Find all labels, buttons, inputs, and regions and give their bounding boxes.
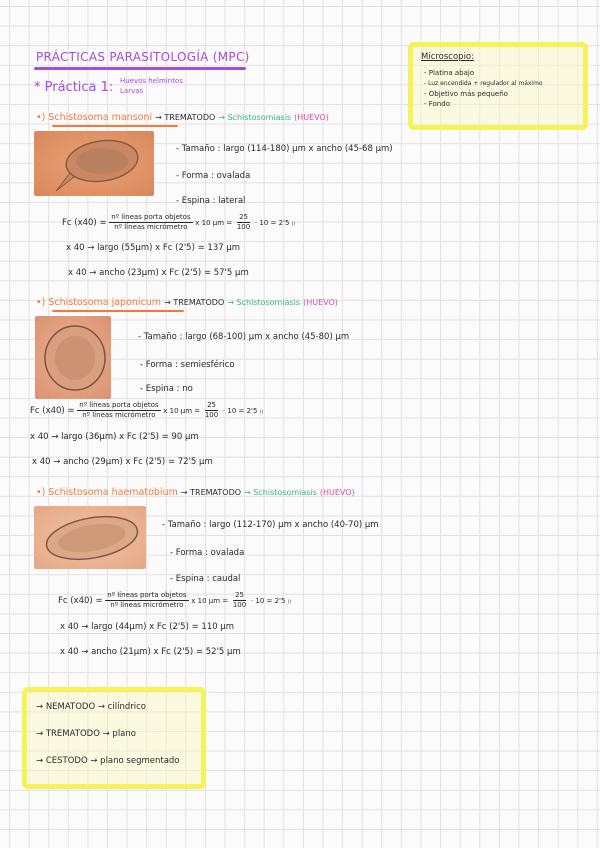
tag-label: (HUEVO): [303, 298, 338, 307]
shape-text: - Forma : semiesférico: [140, 360, 235, 370]
fc-value-fraction: [235, 213, 252, 232]
fc-value-denominator: 100: [236, 223, 251, 231]
title-underline: [34, 67, 246, 70]
fc-value-numerator: 25: [239, 213, 248, 221]
fc-value-denominator: 100: [204, 411, 219, 419]
size-text: - Tamaño : largo (68-100) μm x ancho (45-80) μm: [138, 332, 350, 342]
microscope-item: - Platina abajo: [424, 69, 475, 77]
practica-heading: * Práctica 1:: [34, 80, 114, 95]
microscope-item: - Fondo: [424, 100, 450, 108]
spine-text: - Espina : lateral: [176, 196, 246, 206]
fc-numerator: nº líneas porta objetos: [79, 401, 159, 409]
fc-multiplier: x 10 μm =: [195, 219, 233, 227]
bullet: •): [36, 297, 46, 308]
fc-numerator: nº líneas porta objetos: [107, 591, 187, 599]
fc-formula: [58, 591, 291, 610]
species-heading: [36, 487, 355, 498]
microscope-item: - Luz encendida + regulador al máximo: [424, 80, 543, 87]
disease-label: → Schistosomiasis: [244, 488, 317, 497]
fc-label: Fc (x40) =: [58, 596, 103, 606]
fc-multiplier: x 10 μm =: [191, 597, 229, 605]
practica-item-huevos: Huevos helmintos: [120, 77, 183, 85]
size-text: - Tamaño : largo (114-180) μm x ancho (45-68 μm): [176, 144, 393, 154]
fc-value-fraction: [203, 401, 220, 420]
spine-text: - Espina : no: [140, 384, 193, 394]
fc-fraction: [77, 401, 160, 420]
spine-text: - Espina : caudal: [170, 574, 241, 584]
group-label: → TREMATODO: [164, 298, 225, 307]
fc-fraction: [105, 591, 188, 610]
fc-value-fraction: [231, 591, 248, 610]
calc-largo: x 40 → largo (55μm) x Fc (2'5) = 137 μm: [66, 243, 241, 253]
fc-value-numerator: 25: [235, 591, 244, 599]
practica-label: [34, 80, 113, 95]
note-nematodo: → NEMATODO → cilíndrico: [36, 702, 146, 712]
group-label: → TREMATODO: [180, 488, 242, 497]
species-name: Schistosoma mansoni: [48, 112, 153, 123]
disease-label: → Schistosomiasis: [218, 113, 292, 122]
size-text: - Tamaño : largo (112-170) μm x ancho (40-70) μm: [162, 520, 379, 530]
species-name: Schistosoma japonicum: [48, 297, 162, 308]
page-title: PRÁCTICAS PARASITOLOGÍA (MPC): [36, 50, 250, 64]
microscope-title: Microscopio:: [421, 52, 475, 62]
calc-largo: x 40 → largo (44μm) x Fc (2'5) = 110 μm: [60, 622, 235, 632]
fc-fraction: [109, 213, 192, 232]
egg-image-haematobium: [34, 506, 146, 569]
bullet: •): [36, 112, 46, 123]
name-underline: [52, 125, 178, 127]
fc-label: Fc (x40) =: [62, 218, 107, 228]
group-label: → TREMATODO: [155, 113, 216, 122]
microscope-item: - Objetivo más pequeño: [424, 90, 508, 98]
note-cestodo: → CESTODO → plano segmentado: [36, 756, 180, 766]
fc-numerator: nº líneas porta objetos: [111, 213, 191, 221]
tag-label: (HUEVO): [294, 113, 329, 122]
fc-result: · 10 = 2'5 ₍₎: [254, 219, 296, 227]
fc-label: Fc (x40) =: [30, 406, 75, 416]
shape-text: - Forma : ovalada: [176, 171, 251, 181]
calc-ancho: x 40 → ancho (21μm) x Fc (2'5) = 52'5 μm: [60, 647, 241, 657]
practica-item-larvas: Larvas: [120, 87, 144, 95]
fc-denominator: nº líneas micrómetro: [82, 411, 156, 419]
fc-formula: [62, 213, 295, 232]
tag-label: (HUEVO): [319, 488, 355, 497]
shape-text: - Forma : ovalada: [170, 548, 245, 558]
species-name: Schistosoma haematobium: [48, 487, 178, 498]
egg-image-mansoni: [34, 131, 154, 196]
fc-value-denominator: 100: [232, 601, 247, 609]
fc-denominator: nº líneas micrómetro: [114, 223, 188, 231]
name-underline: [52, 310, 184, 312]
fc-multiplier: x 10 μm =: [163, 407, 201, 415]
note-trematodo: → TREMATODO → plano: [36, 729, 136, 739]
fc-result: · 10 = 2'5 ₍₎: [250, 597, 292, 605]
calc-ancho: x 40 → ancho (29μm) x Fc (2'5) = 72'5 μm: [32, 457, 213, 467]
calc-ancho: x 40 → ancho (23μm) x Fc (2'5) = 57'5 μm: [68, 268, 249, 278]
fc-formula: [30, 401, 263, 420]
disease-label: → Schistosomiasis: [227, 298, 301, 307]
bullet: •): [36, 487, 46, 498]
species-heading: [36, 297, 338, 308]
fc-denominator: nº líneas micrómetro: [110, 601, 184, 609]
fc-result: · 10 = 2'5 ₍₎: [222, 407, 264, 415]
egg-image-japonicum: [35, 316, 111, 399]
fc-value-numerator: 25: [207, 401, 216, 409]
calc-largo: x 40 → largo (36μm) x Fc (2'5) = 90 μm: [30, 432, 199, 442]
species-heading: [36, 112, 329, 123]
